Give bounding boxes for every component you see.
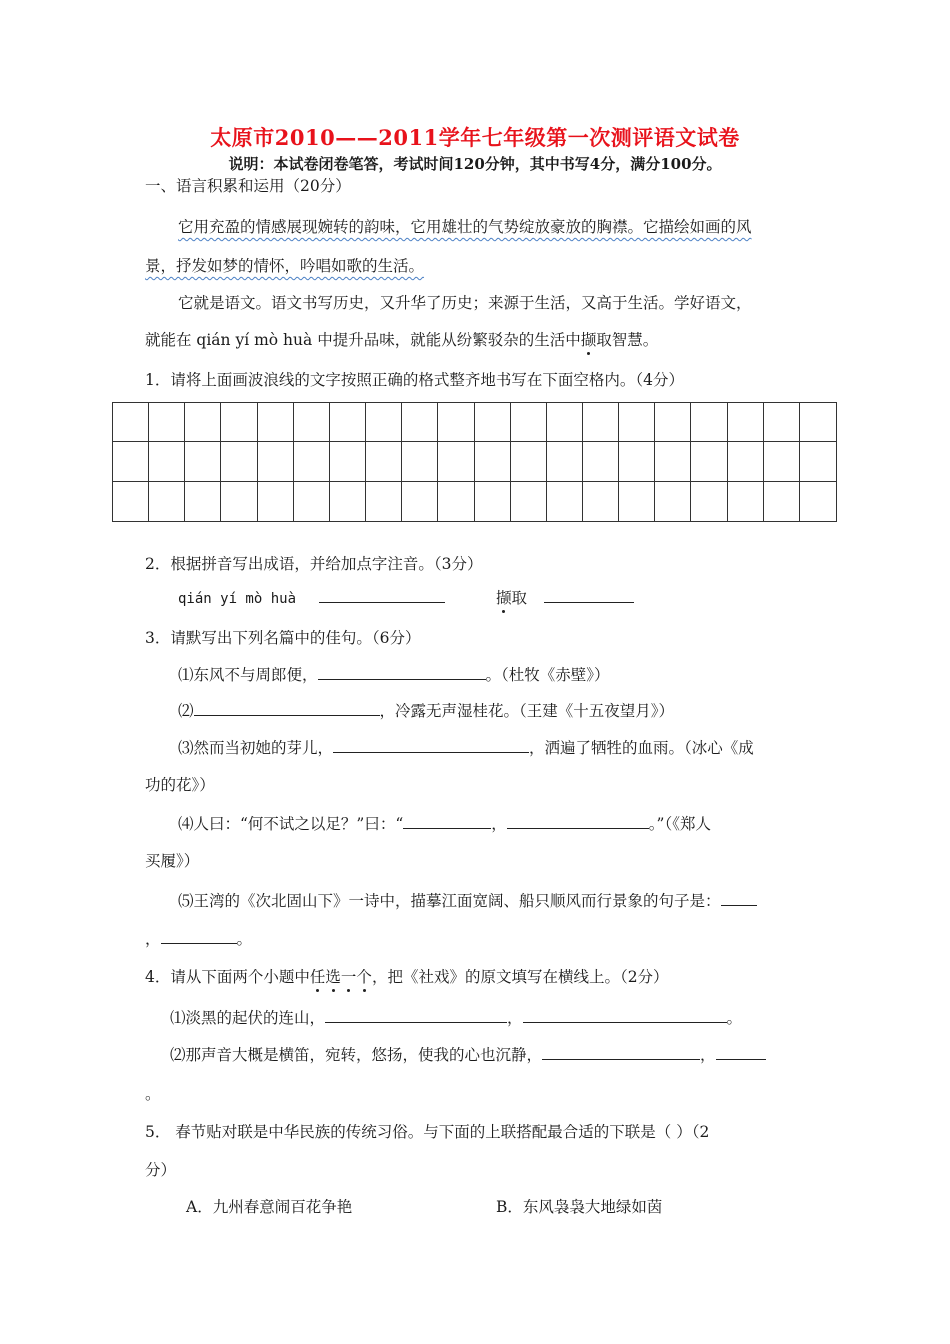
q3-item-4-cont: 买履》）	[145, 852, 200, 870]
grid-cell[interactable]	[402, 442, 438, 481]
q3-item-5	[178, 891, 757, 911]
grid-cell[interactable]	[475, 403, 511, 442]
pinyin-text: qián yí mò huà	[178, 591, 297, 607]
grid-cell[interactable]	[511, 482, 547, 521]
grid-cell[interactable]	[258, 482, 294, 521]
grid-cell[interactable]	[691, 442, 727, 481]
item-text: ，洒遍了牺牲的血雨。（冰心《成	[529, 739, 754, 757]
grid-cell[interactable]	[113, 482, 149, 521]
item-text: ，	[700, 1046, 716, 1064]
option-a[interactable]: A．九州春意闹百花争艳	[186, 1198, 353, 1216]
item-text: ，	[507, 1009, 523, 1027]
item-text: 。”（《郑人	[648, 815, 711, 833]
grid-cell[interactable]	[511, 403, 547, 442]
grid-cell[interactable]	[655, 403, 691, 442]
grid-cell[interactable]	[764, 442, 800, 481]
grid-cell[interactable]	[149, 482, 185, 521]
grid-cell[interactable]	[366, 403, 402, 442]
grid-cell[interactable]	[800, 482, 836, 521]
grid-cell[interactable]	[366, 482, 402, 521]
answer-blank[interactable]	[161, 929, 237, 944]
grid-cell[interactable]	[728, 482, 764, 521]
question-text: 4．请从下面两个小题中	[145, 968, 310, 986]
item-text: 。	[726, 1009, 743, 1027]
question-2: 2．根据拼音写出成语，并给加点字注音。（3分）	[145, 555, 483, 573]
item-text: ，冷露无声湿桂花。（王建《十五夜望月》）	[379, 702, 675, 720]
question-5-cont: 分）	[145, 1161, 177, 1179]
question-5: 5． 春节贴对联是中华民族的传统习俗。与下面的上联搭配最合适的下联是（ ）（2	[145, 1123, 710, 1141]
grid-cell[interactable]	[691, 482, 727, 521]
answer-blank[interactable]	[319, 588, 445, 603]
grid-cell[interactable]	[402, 403, 438, 442]
answer-blank[interactable]	[716, 1045, 766, 1060]
grid-cell[interactable]	[185, 442, 221, 481]
answer-blank[interactable]	[318, 665, 486, 680]
q3-item-1	[178, 665, 610, 685]
item-text: ⑴东风不与周郎便，	[178, 666, 318, 684]
writing-grid[interactable]	[112, 402, 837, 522]
dotted-char: 选	[325, 968, 341, 986]
dotted-char: 个	[356, 968, 372, 986]
grid-cell[interactable]	[619, 403, 655, 442]
grid-cell[interactable]	[149, 442, 185, 481]
grid-cell[interactable]	[221, 482, 257, 521]
dotted-char: 一	[340, 968, 357, 986]
item-text: 。	[236, 930, 253, 948]
grid-cell[interactable]	[764, 403, 800, 442]
passage-line: 它就是语文。语文书写历史，又升华了历史；来源于生活，又高于生活。学好语文，	[178, 294, 752, 312]
exam-title: 太原市2010——2011学年七年级第一次测评语文试卷	[210, 125, 740, 150]
grid-cell[interactable]	[583, 442, 619, 481]
grid-cell[interactable]	[547, 403, 583, 442]
item-text: ⑴淡黑的起伏的连山，	[170, 1009, 326, 1027]
grid-cell[interactable]	[511, 442, 547, 481]
item-text: ，	[145, 930, 161, 948]
grid-cell[interactable]	[655, 482, 691, 521]
q3-item-3	[178, 738, 754, 758]
grid-cell[interactable]	[438, 482, 474, 521]
passage-text: 就能在 qián yí mò huà 中提升品味，就能从纷繁驳杂的生活中	[145, 331, 581, 349]
item-text: ⑷人曰：“何不试之以足？”曰：“	[178, 815, 404, 833]
q3-item-4	[178, 814, 711, 834]
item-text: ⑸王湾的《次北固山下》一诗中，描摹江面宽阔、船只顺风而行景象的句子是：	[178, 892, 721, 910]
passage-line	[145, 256, 424, 276]
grid-cell[interactable]	[764, 482, 800, 521]
dotted-char: 撷	[580, 331, 597, 349]
grid-cell[interactable]	[547, 442, 583, 481]
q4-item-2	[170, 1045, 766, 1065]
grid-cell[interactable]	[475, 442, 511, 481]
q3-item-3-cont: 功的花》）	[145, 776, 215, 794]
question-1: 1．请将上面画波浪线的文字按照正确的格式整齐地书写在下面空格内。（4分）	[145, 371, 684, 389]
answer-blank[interactable]	[333, 738, 529, 753]
grid-cell[interactable]	[330, 442, 366, 481]
passage-text: 取智慧。	[596, 331, 659, 349]
answer-blank[interactable]	[523, 1008, 727, 1023]
grid-cell[interactable]	[149, 403, 185, 442]
grid-cell[interactable]	[402, 482, 438, 521]
grid-cell[interactable]	[221, 442, 257, 481]
grid-cell[interactable]	[547, 482, 583, 521]
grid-cell[interactable]	[294, 442, 330, 481]
answer-blank[interactable]	[507, 814, 649, 829]
q4-item-1	[170, 1008, 742, 1028]
item-text: ⑶然而当初她的芽儿，	[178, 739, 334, 757]
grid-cell[interactable]	[221, 403, 257, 442]
answer-blank[interactable]	[542, 1045, 700, 1060]
q3-item-5-cont	[145, 929, 252, 949]
dotted-char: 撷	[496, 589, 512, 607]
item-text: 。（杜牧《赤壁》）	[485, 666, 610, 684]
question-3: 3．请默写出下列名篇中的佳句。（6分）	[145, 629, 421, 647]
item-text: ⑵	[178, 702, 194, 720]
grid-cell[interactable]	[728, 403, 764, 442]
answer-blank[interactable]	[403, 814, 491, 829]
wavy-text: 它用充盈的情感展现婉转的韵味，它用雄壮的气势绽放豪放的胸襟。它描绘如画的风	[178, 218, 752, 236]
grid-cell[interactable]	[655, 442, 691, 481]
grid-cell[interactable]	[583, 482, 619, 521]
grid-cell[interactable]	[619, 442, 655, 481]
answer-blank[interactable]	[325, 1008, 507, 1023]
passage-line	[145, 330, 658, 350]
grid-cell[interactable]	[294, 403, 330, 442]
grid-cell[interactable]	[113, 442, 149, 481]
answer-blank[interactable]	[194, 701, 380, 716]
q4-item-2-cont: 。	[145, 1085, 161, 1103]
answer-blank[interactable]	[721, 891, 757, 906]
q2-char-line	[496, 588, 634, 608]
grid-cell[interactable]	[475, 482, 511, 521]
option-b[interactable]: B．东风袅袅大地绿如茵	[496, 1198, 663, 1216]
grid-cell[interactable]	[330, 403, 366, 442]
item-text: ⑵那声音大概是横笛，宛转，悠扬，使我的心也沉静，	[170, 1046, 543, 1064]
item-text: ，	[491, 815, 507, 833]
char-text: 取	[511, 589, 528, 607]
q3-item-2	[178, 701, 674, 721]
grid-cell[interactable]	[800, 403, 836, 442]
grid-cell[interactable]	[294, 482, 330, 521]
question-4	[145, 967, 669, 987]
grid-cell[interactable]	[366, 442, 402, 481]
dotted-char: 任	[309, 968, 326, 986]
answer-blank[interactable]	[544, 588, 634, 603]
passage-line	[178, 217, 752, 237]
grid-cell[interactable]	[258, 403, 294, 442]
grid-cell[interactable]	[185, 403, 221, 442]
grid-cell[interactable]	[438, 442, 474, 481]
grid-cell[interactable]	[691, 403, 727, 442]
grid-cell[interactable]	[583, 403, 619, 442]
grid-cell[interactable]	[619, 482, 655, 521]
grid-cell[interactable]	[258, 442, 294, 481]
grid-cell[interactable]	[330, 482, 366, 521]
wavy-text: 景，抒发如梦的情怀，吟唱如歌的生活。	[145, 257, 425, 275]
exam-note: 说明：本试卷闭卷笔答，考试时间120分钟，其中书写4分，满分100分。	[228, 155, 722, 173]
grid-cell[interactable]	[113, 403, 149, 442]
grid-cell[interactable]	[438, 403, 474, 442]
grid-cell[interactable]	[728, 442, 764, 481]
section-heading: 一、语言积累和运用（20分）	[145, 177, 351, 195]
grid-cell[interactable]	[800, 442, 836, 481]
grid-cell[interactable]	[185, 482, 221, 521]
q2-answer-line	[178, 588, 445, 609]
question-text: ，把《社戏》的原文填写在横线上。（2分）	[371, 968, 669, 986]
